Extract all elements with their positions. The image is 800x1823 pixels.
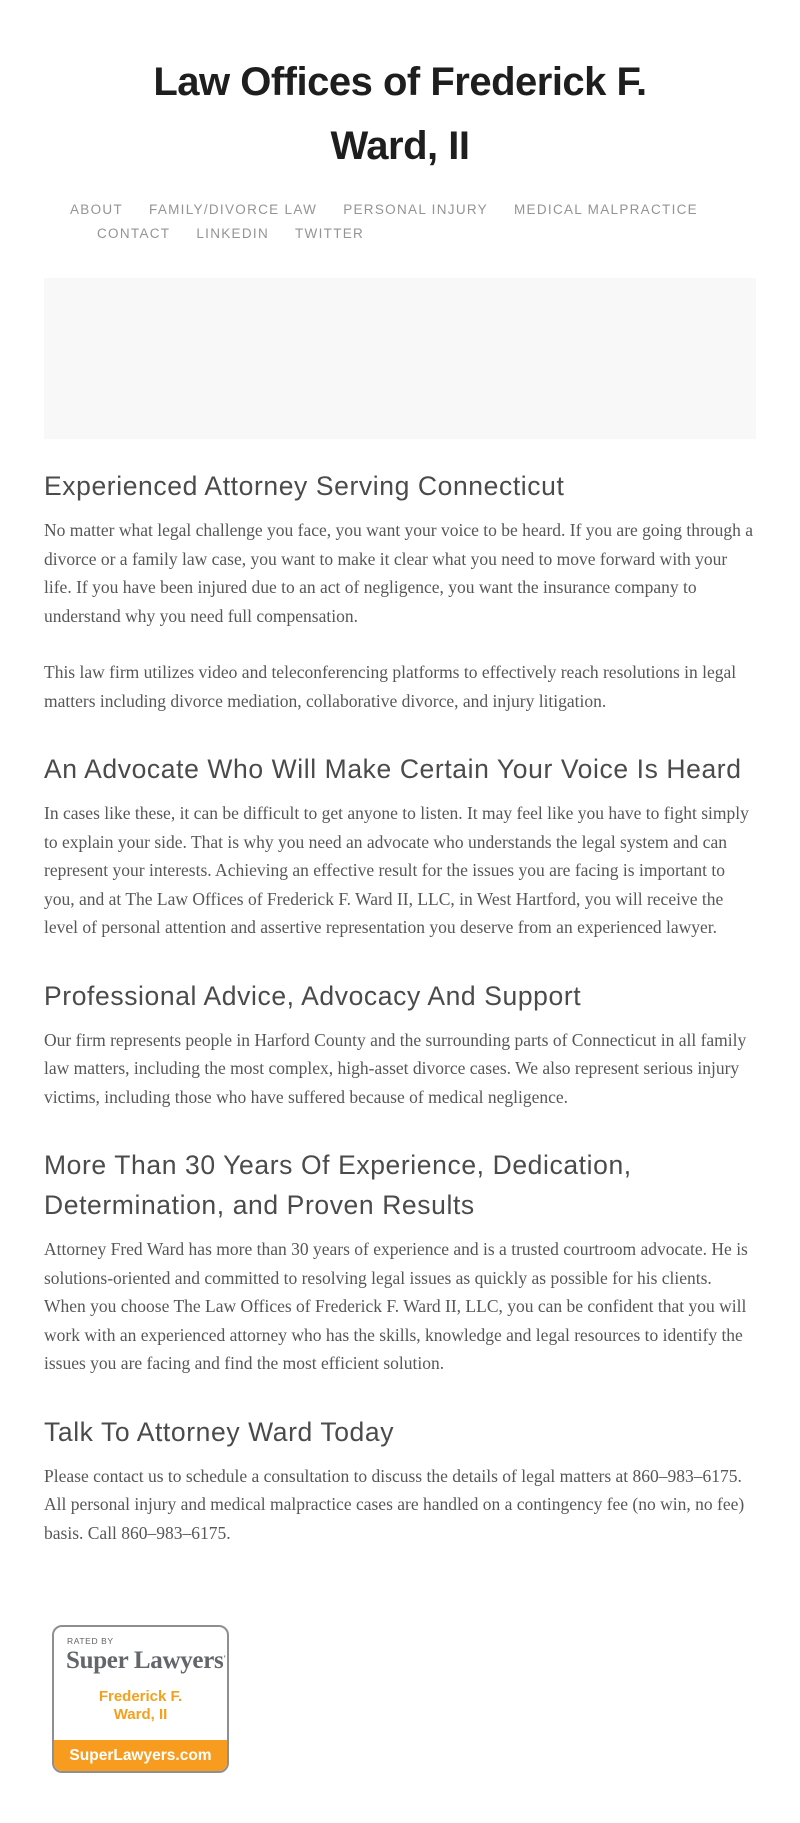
section-heading: Experienced Attorney Serving Connecticut (44, 471, 565, 501)
section-paragraph: Our firm represents people in Harford County and the surrounding parts of Connecticut in all family law matters, including the most complex, high-asset divorce cases. We also represent serious injury victims, including those who have suffered because of medical negligence. (44, 1029, 747, 1107)
section-experienced-attorney (44, 466, 756, 715)
section-advocate-voice-heard (44, 749, 756, 942)
section-paragraph: In cases like these, it can be difficult to get anyone to listen. It may feel like you have to fight simply to explain your side. That is why you need an advocate who understands the legal system and can represent your interests. Achieving an effective result for the issues you are facing is important to you, and at The Law Offices of Frederick F. Ward II, LLC, in West Hartford, you will receive the level of personal attention and assertive representation you deserve from an experienced lawyer. (44, 803, 749, 937)
nav-link-about[interactable]: ABOUT (70, 202, 124, 217)
superlawyers-com-link[interactable]: SuperLawyers.com (54, 1740, 227, 1771)
nav-link-contact[interactable]: CONTACT (97, 226, 171, 241)
nav-link-linkedin[interactable]: LINKEDIN (196, 226, 270, 241)
section-professional-advice (44, 976, 756, 1112)
badge-rated-by-label: RATED BY (67, 1636, 114, 1646)
main-content (44, 466, 756, 1823)
nav-link-twitter[interactable]: TWITTER (295, 226, 365, 241)
main-nav (44, 202, 756, 241)
nav-link-personal-injury[interactable]: PERSONAL INJURY (343, 202, 488, 217)
nav-link-family-divorce-law[interactable]: FAMILY/DIVORCE LAW (149, 202, 318, 217)
section-paragraph: Please contact us to schedule a consultation to discuss the details of legal matters at 860–983–6175. All personal injury and medical malpractice cases are handled on a contingency fee (no win, no fee) basis. Call 860–983–6175. (44, 1465, 745, 1543)
badge-attorney-name-line1: Frederick F. (98, 1688, 183, 1705)
badge-container (44, 1575, 756, 1823)
trademark-mark: ' (223, 1654, 226, 1664)
site-title-line2: Ward, II (330, 124, 470, 168)
section-paragraph: This law firm utilizes video and teleconferencing platforms to effectively reach resolutions in legal matters including divorce mediation, collaborative divorce, and injury litigation. (44, 662, 737, 711)
section-paragraph: No matter what legal challenge you face, you want your voice to be heard. If you are going through a divorce or a family law case, you want to make it clear what you need to move forward with your life. If you have been injured due to an act of negligence, you want the insurance company to understand why you need full compensation. (44, 520, 753, 626)
hero-image-placeholder (44, 278, 756, 439)
site-title-line1: Law Offices of Frederick F. (153, 60, 647, 104)
section-heading: An Advocate Who Will Make Certain Your Voice Is Heard (44, 754, 742, 784)
badge-attorney-name (54, 1688, 227, 1724)
super-lawyers-badge[interactable] (52, 1625, 229, 1773)
super-lawyers-logo: Super Lawyers' (66, 1647, 226, 1674)
site-title (0, 0, 800, 178)
badge-attorney-name-line2: Ward, II (113, 1706, 168, 1723)
nav-row-1 (44, 202, 756, 217)
section-talk-to-attorney (44, 1412, 756, 1548)
section-heading: Professional Advice, Advocacy And Support (44, 980, 582, 1011)
section-30-years-experience (44, 1145, 756, 1378)
nav-link-medical-malpractice[interactable]: MEDICAL MALPRACTICE (514, 202, 698, 217)
section-heading: More Than 30 Years Of Experience, Dedication, Determination, and Proven Results (44, 1150, 632, 1220)
section-paragraph: Attorney Fred Ward has more than 30 years of experience and is a trusted courtroom advocate. He is solutions-oriented and committed to resolving legal issues as quickly as possible for his clients. When you choose The Law Offices of Frederick F. Ward II, LLC, you can be confident that you will work with an experienced attorney who has the skills, knowledge and legal resources to identify the issues you are facing and find the most efficient solution. (44, 1239, 748, 1373)
section-heading: Talk To Attorney Ward Today (44, 1416, 395, 1447)
nav-row-2 (44, 226, 756, 241)
